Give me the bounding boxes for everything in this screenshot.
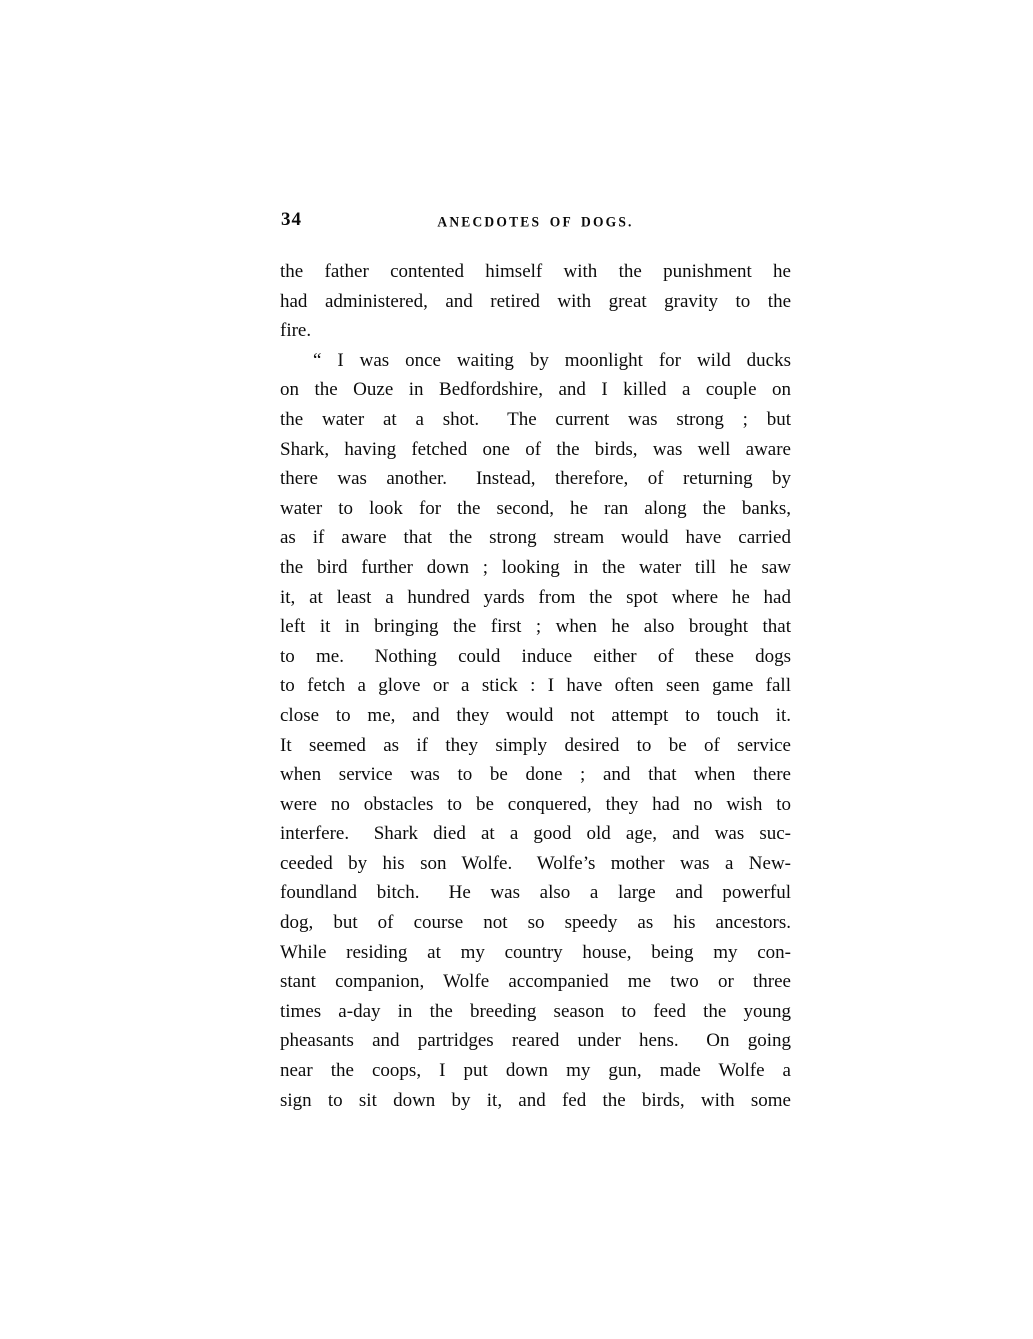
text-line: on the Ouze in Bedfordshire, and I killed a couple on [280,379,791,401]
text-line: interfere. Shark died at a good old age, and was suc- [280,823,791,845]
text-line: the water at a shot. The current was strong ; but [280,408,791,430]
page-number: 34 [281,209,302,230]
text-line: pheasants and partridges reared under hens. On going [280,1030,791,1052]
text-line: had administered, and retired with great gravity to the [280,290,791,312]
text-line: as if aware that the strong stream would have carried [280,527,791,549]
text-line: it, at least a hundred yards from the spot where he had [280,586,791,608]
text-line: dog, but of course not so speedy as his ancestors. [280,912,791,934]
text-line: left it in bringing the first ; when he also brought that [280,616,791,638]
text-line: “ I was once waiting by moonlight for wild ducks [313,349,791,371]
text-line: sign to sit down by it, and fed the birds, with some [280,1089,791,1111]
text-line: water to look for the second, he ran along the banks, [280,497,791,519]
text-line: Shark, having fetched one of the birds, was well aware [280,438,791,460]
text-line: there was another. Instead, therefore, of returning by [280,468,791,490]
text-line: to me. Nothing could induce either of these dogs [280,645,791,667]
running-title: ANECDOTES OF DOGS. [437,213,634,230]
text-line: when service was to be done ; and that when there [280,764,791,786]
text-line: It seemed as if they simply desired to be of service [280,734,791,756]
text-line: near the coops, I put down my gun, made Wolfe a [280,1060,791,1082]
text-line: fire. [280,320,312,342]
text-line: ceeded by his son Wolfe. Wolfe’s mother was a New- [280,852,791,874]
text-line: stant companion, Wolfe accompanied me two or three [280,971,791,993]
page-content [280,209,791,1115]
body-text [280,257,791,1115]
text-line: foundland bitch. He was also a large and powerful [280,882,791,904]
running-header [280,209,791,233]
text-line: were no obstacles to be conquered, they had no wish to [280,793,791,815]
text-line: times a-day in the breeding season to feed the young [280,1000,791,1022]
text-line: While residing at my country house, being my con- [280,941,791,963]
text-line: the father contented himself with the punishment he [280,261,791,282]
text-line: the bird further down ; looking in the water till he saw [280,556,791,578]
text-line: to fetch a glove or a stick : I have often seen game fall [280,675,791,697]
text-line: close to me, and they would not attempt to touch it. [280,704,791,726]
